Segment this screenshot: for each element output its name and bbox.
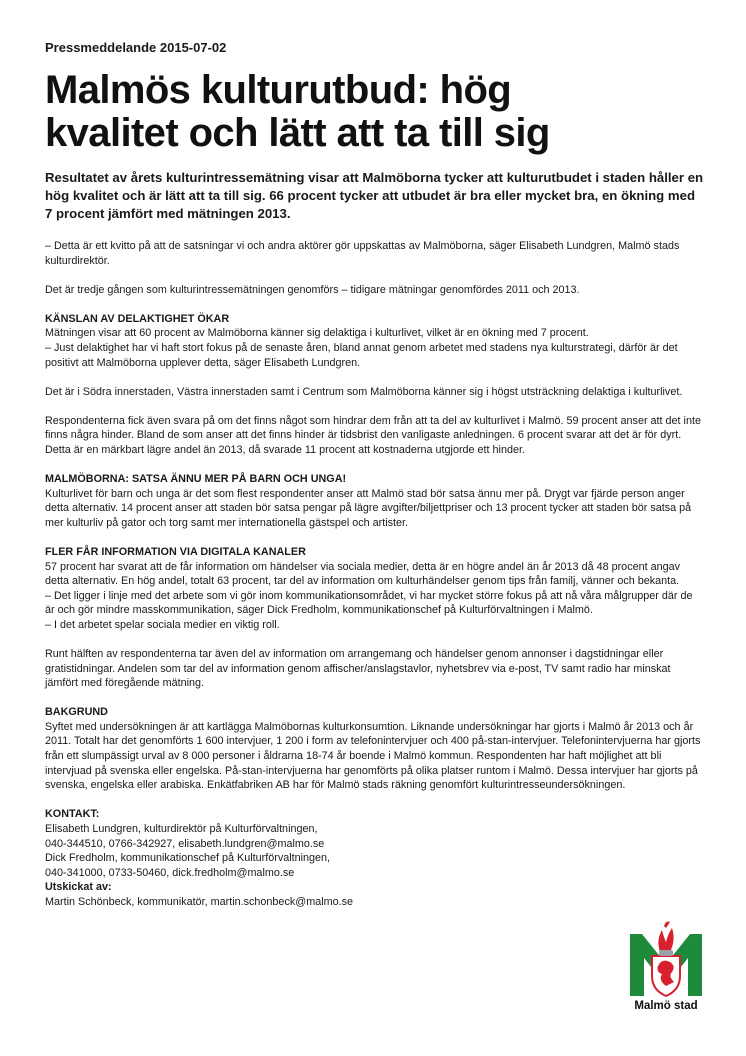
paragraph: Det är i Södra innerstaden, Västra innerstaden samt i Centrum som Malmöborna känner sig i högst utsträckning delaktiga i kulturlivet.	[45, 385, 683, 398]
paragraph: Runt hälften av respondenterna tar även del av information om arrangemang och händelser genom annonser i dagstidningar eller gratistidningar. Andelen som tar del av information genom affischer/anslagstavlor, nyhetsbrev via e-post, TV samt radio har minskat jämfört med föregående mätning.	[45, 647, 671, 690]
section-heading: BAKGRUND	[45, 706, 108, 719]
article-body	[45, 239, 705, 793]
sent-by-heading: Utskickat av:	[45, 881, 112, 894]
contact-line: 040-344510, 0766-342927, elisabeth.lundgren@malmo.se	[45, 837, 325, 850]
section-barn	[45, 472, 705, 530]
contact-line: Elisabeth Lundgren, kulturdirektör på Kulturförvaltningen,	[45, 822, 318, 835]
section-delaktighet	[45, 312, 705, 370]
headline-line-2: kvalitet och lätt att ta till sig	[45, 111, 550, 155]
section-heading: MALMÖBORNA: SATSA ÄNNU MER PÅ BARN OCH UNGA!	[45, 473, 347, 486]
press-release	[45, 40, 705, 909]
contact-line: 040-341000, 0733-50460, dick.fredholm@malmo.se	[45, 866, 295, 879]
lead-paragraph: Resultatet av årets kulturintressemätning visar att Malmöborna tycker att kulturutbudet i staden håller en hög kvalitet och är lätt att ta till sig. 66 procent tycker att utbudet är bra eller mycket bra, en ökning med 7 procent jämfört med mätningen 2013.	[45, 170, 704, 221]
paragraph: – I det arbetet spelar sociala medier en viktig roll.	[45, 618, 280, 631]
malmo-stad-logo	[628, 916, 704, 1016]
logo-text: Malmö stad	[634, 1000, 698, 1012]
headline-line-1: Malmös kulturutbud: hög	[45, 68, 512, 112]
dateline: Pressmeddelande 2015-07-02	[45, 40, 227, 55]
intro-paragraph: Det är tredje gången som kulturintressemätningen genomförs – tidigare mätningar genomfördes 2011 och 2013.	[45, 283, 580, 296]
paragraph: – Det ligger i linje med det arbete som vi gör inom kommunikationsområdet, vi har mycket större fokus på att nå våra målgrupper där de är och gör mindre masskommunikation, säger Dick Fredholm, kommunikationschef på Kulturförvaltningen i Malmö.	[45, 589, 693, 617]
section-bakgrund	[45, 705, 705, 793]
headline	[45, 69, 705, 155]
section-heading: KÄNSLAN AV DELAKTIGHET ÖKAR	[45, 312, 230, 325]
quote-paragraph: – Detta är ett kvitto på att de satsningar vi och andra aktörer gör uppskattas av Malmöborna, säger Elisabeth Lundgren, Malmö stads kulturdirektör.	[45, 240, 680, 267]
malmo-coat-of-arms-icon	[628, 916, 704, 1000]
paragraph: Kulturlivet för barn och unga är det som flest respondenter anser att Malmö stad bör satsa ännu mer på. Drygt var fjärde person anger detta alternativ. 14 procent anser att staden bör satsa pengar på lägre avgifter/biljettpriser och 13 procent tycker att staden bör satsa på mer kulturliv på gator och torg samt mer internationella gästspel och artister.	[45, 487, 692, 529]
section-digitala	[45, 545, 705, 633]
sent-by-line: Martin Schönbeck, kommunikatör, martin.schonbeck@malmo.se	[45, 895, 353, 908]
paragraph: Mätningen visar att 60 procent av Malmöborna känner sig delaktiga i kulturlivet, vilket är en ökning med 7 procent.	[45, 327, 589, 340]
paragraph: – Just delaktighet har vi haft stort fokus på de senaste åren, bland annat genom arbetet med stadens nya kulturstrategi, därför är det positivt att Malmöborna upplever detta, säger Elisabeth Lundgren.	[45, 341, 678, 369]
contact-block	[45, 807, 705, 909]
contact-line: Dick Fredholm, kommunikationschef på Kulturförvaltningen,	[45, 852, 331, 865]
contact-heading: KONTAKT:	[45, 808, 100, 821]
paragraph: Respondenterna fick även svara på om det finns något som hindrar dem från att ta del av kulturlivet i Malmö. 59 procent anser att det inte finns några hinder. Bland de som anser att det finns hinder är tidsbrist den vanligaste anledningen. 6 procent svarar att det är för dyrt. Detta är en märkbart lägre andel än 2013, då svarade 11 procent att kostnaderna utgjorde ett hinder.	[45, 414, 701, 456]
paragraph: Syftet med undersökningen är att kartlägga Malmöbornas kulturkonsumtion. Liknande undersökningar har gjorts i Malmö år 2013 och år 2011. Totalt har det genomförts 1 600 intervjuer, 1 200 i form av telefonintervjuer och 400 på-stan-intervjuer. Telefonintervjuerna har gjorts från ett slumpässigt urval av 8 000 personer i åldrarna 18-74 år boende i Malmö kommun. Respondenten har haft möjlighet att bli intervjuad på svenska eller engelska. På-stan-intervjuerna har genomförts på olika platser runtom i Malmö. Dessa intervjuer har gjorts på svenska, engelska eller arabiska. Enkätfabriken AB har för Malmö stads räkning genomfört kulturintresseundersökningen.	[45, 720, 701, 792]
section-heading: FLER FÅR INFORMATION VIA DIGITALA KANALER	[45, 545, 306, 558]
paragraph: 57 procent har svarat att de får information om händelser via sociala medier, detta är en högre andel än år 2013 då 48 procent angav detta alternativ. En hög andel, totalt 63 procent, tar del av information om kulturhändelser genom tips från familj, vänner och bekanta.	[45, 560, 681, 588]
